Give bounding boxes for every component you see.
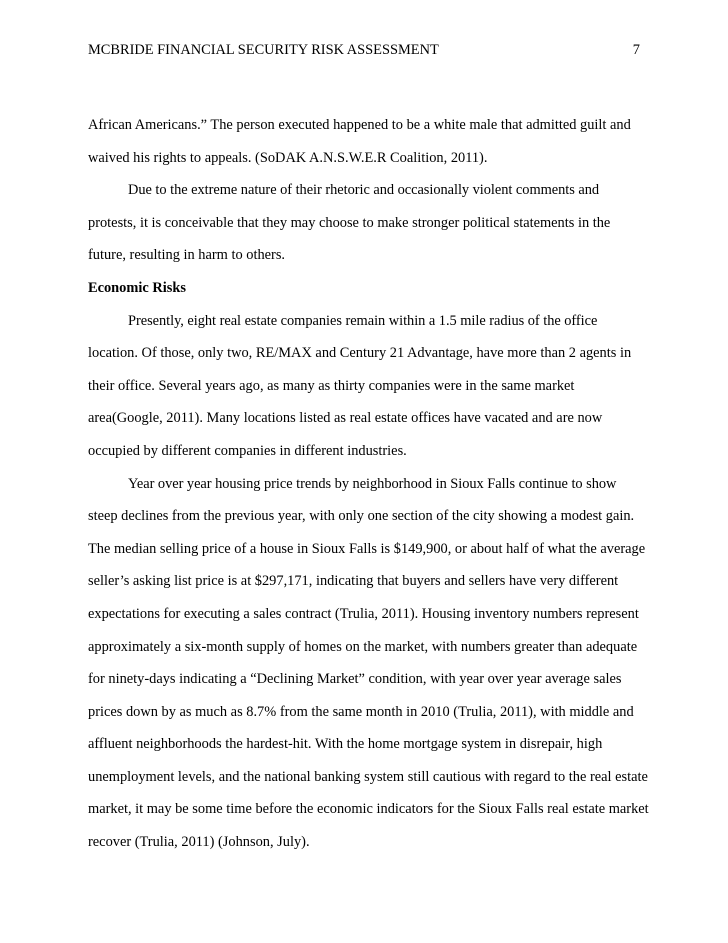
text-line: prices down by as much as 8.7% from the same month in 2010 (Trulia, 2011), with middle and (88, 703, 634, 720)
text-line: unemployment levels, and the national banking system still cautious with regard to the real estate (88, 768, 648, 785)
body-text (88, 115, 648, 865)
section-heading-economic-risks: Economic Risks (88, 279, 186, 296)
text-line: expectations for executing a sales contract (Trulia, 2011). Housing inventory numbers represent (88, 605, 639, 622)
paragraph-first-line: Presently, eight real estate companies remain within a 1.5 mile radius of the office (128, 312, 598, 329)
text-line: affluent neighborhoods the hardest-hit. With the home mortgage system in disrepair, high (88, 736, 603, 753)
text-line: their office. Several years ago, as many as thirty companies were in the same market (88, 377, 575, 394)
page-number: 7 (632, 42, 640, 58)
text-line: African Americans.” The person executed happened to be a white male that admitted guilt and (88, 117, 631, 133)
text-line: recover (Trulia, 2011) (Johnson, July). (88, 834, 310, 851)
text-line: for ninety-days indicating a “Declining Market” condition, with year over year average sales (88, 671, 622, 688)
running-head (88, 40, 640, 60)
text-line: approximately a six-month supply of homes on the market, with numbers greater than adequate (88, 638, 638, 655)
text-line: seller’s asking list price is at $297,171, indicating that buyers and sellers have very different (88, 573, 619, 590)
running-head-title: MCBRIDE FINANCIAL SECURITY RISK ASSESSMENT (88, 42, 439, 58)
text-line: occupied by different companies in different industries. (88, 442, 407, 459)
text-line: market, it may be some time before the economic indicators for the Sioux Falls real estate market (88, 801, 649, 818)
text-line: steep declines from the previous year, with only one section of the city showing a modest gain. (88, 508, 635, 525)
paragraph-first-line: Due to the extreme nature of their rhetoric and occasionally violent comments and (128, 182, 600, 199)
text-line: The median selling price of a house in Sioux Falls is $149,900, or about half of what the average (88, 540, 646, 557)
text-line: protests, it is conceivable that they may choose to make stronger political statements in the (88, 214, 611, 231)
text-line: area(Google, 2011). Many locations listed as real estate offices have vacated and are now (88, 410, 603, 427)
text-line: location. Of those, only two, RE/MAX and Century 21 Advantage, have more than 2 agents in (88, 345, 632, 362)
text-line: future, resulting in harm to others. (88, 247, 286, 264)
paragraph-first-line: Year over year housing price trends by neighborhood in Sioux Falls continue to show (128, 475, 617, 492)
text-line: waived his rights to appeals. (SoDAK A.N.S.W.E.R Coalition, 2011). (88, 149, 488, 166)
